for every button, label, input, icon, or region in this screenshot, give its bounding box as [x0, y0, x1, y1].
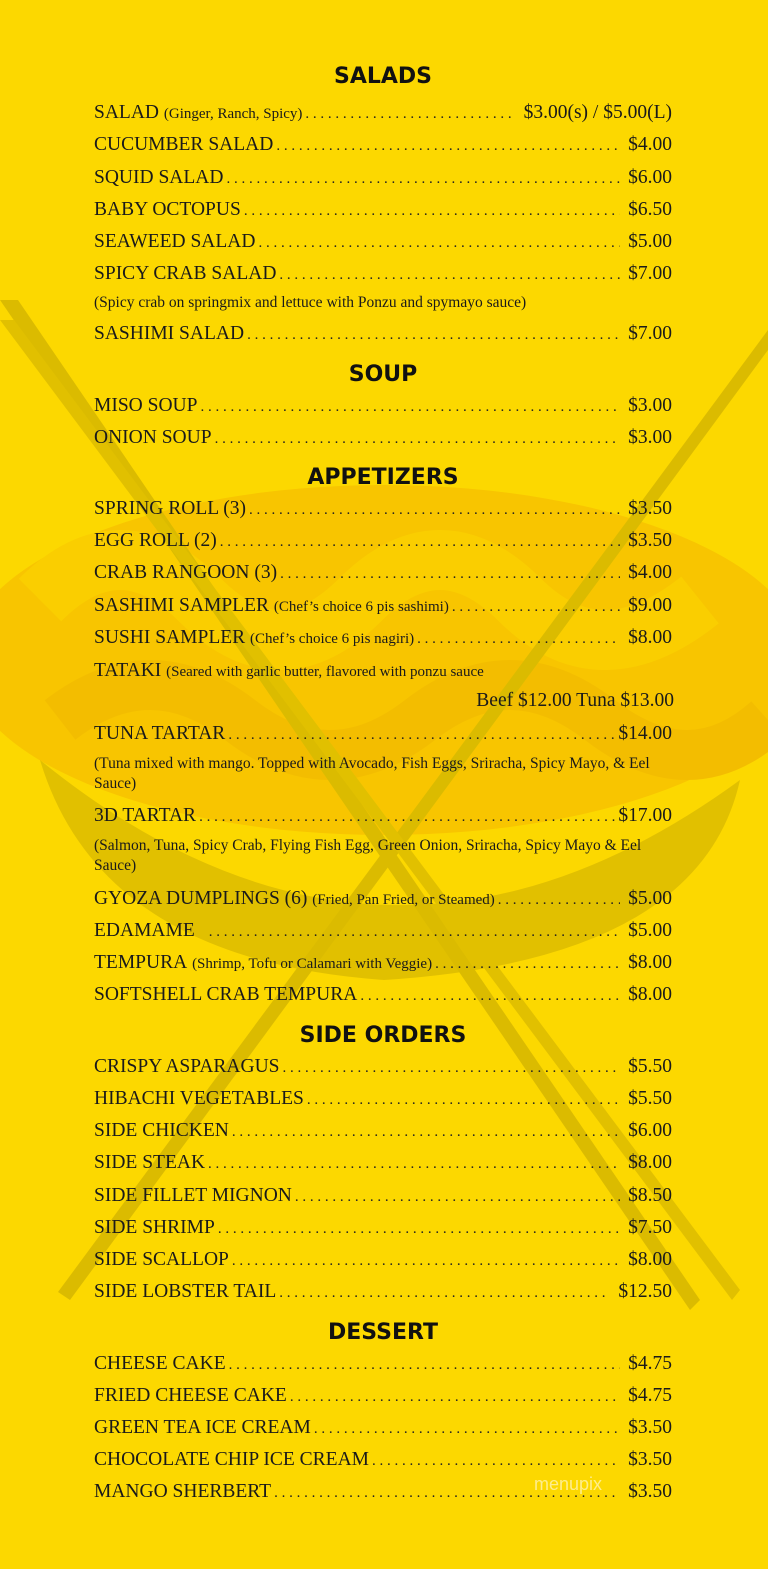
item-note-tuna-tartar: (Tuna mixed with mango. Topped with Avocado, Fish Eggs, Sriracha, Spicy Mayo, & Eel Sauce)	[94, 755, 650, 792]
menupix-watermark: menupix	[534, 1474, 603, 1494]
section-title-appetizers: APPETIZERS	[307, 465, 459, 490]
menu-item-side-lobster-tail: SIDE LOBSTER TAIL . . . $12.50	[94, 1280, 672, 1305]
menu-item-sashimi-sampler: SASHIMI SAMPLER (Chef’s choice 6 pis sashimi) . . . $9.00	[94, 594, 672, 619]
item-note-spicy-crab-salad: (Spicy crab on springmix and lettuce with Ponzu and spymayo sauce)	[94, 294, 527, 311]
menu-item-egg-roll: EGG ROLL (2) . . . $3.50	[94, 529, 672, 554]
tataki-prices: Beef $12.00 Tuna $13.00	[476, 690, 674, 711]
menu-item-tuna-tartar: TUNA TARTAR . . . $14.00	[94, 722, 672, 747]
section-title-salads: SALADS	[333, 64, 433, 89]
menu-item-mango-sherbert: MANGO SHERBERT . . . $3.50	[94, 1480, 672, 1505]
section-title-side-orders: SIDE ORDERS	[299, 1023, 467, 1048]
menu-item-squid-salad: SQUID SALAD . . . $6.00	[94, 166, 672, 191]
menu-item-hibachi-vegetables: HIBACHI VEGETABLES . . . $5.50	[94, 1087, 672, 1112]
menu-item-salad: SALAD (Ginger, Ranch, Spicy) . . . $3.00(s) / $5.00(L)	[94, 101, 672, 126]
menu-item-gyoza-dumplings: GYOZA DUMPLINGS (6) (Fried, Pan Fried, or Steamed) . . . $5.00	[94, 887, 672, 912]
menu-item-side-scallop: SIDE SCALLOP . . . $8.00	[94, 1248, 672, 1273]
item-note-3d-tartar: (Salmon, Tuna, Spicy Crab, Flying Fish Egg, Green Onion, Sriracha, Spicy Mayo & Eel Sauce)	[94, 837, 642, 874]
menu-item-softshell-crab-tempura: SOFTSHELL CRAB TEMPURA . . . $8.00	[94, 983, 672, 1008]
menu-item-side-steak: SIDE STEAK . . . $8.00	[94, 1151, 672, 1176]
menu-item-crispy-asparagus: CRISPY ASPARAGUS . . . $5.50	[94, 1055, 672, 1080]
menu-item-onion-soup: ONION SOUP . . . $3.00	[94, 426, 672, 451]
menu-item-tataki: TATAKI (Seared with garlic butter, flavored with ponzu sauce	[94, 660, 484, 681]
section-title-dessert: DESSERT	[328, 1320, 438, 1345]
menu-item-edamame: EDAMAME . . . $5.00	[94, 919, 672, 944]
menu-item-spring-roll: SPRING ROLL (3) . . . $3.50	[94, 497, 672, 522]
menu-item-crab-rangoon: CRAB RANGOON (3) . . . $4.00	[94, 561, 672, 586]
menu-item-chocolate-chip-ice-cream: CHOCOLATE CHIP ICE CREAM . . . $3.50	[94, 1448, 672, 1473]
menu-item-miso-soup: MISO SOUP . . . $3.00	[94, 394, 672, 419]
section-title-soup: SOUP	[348, 362, 418, 387]
menu-item-side-shrimp: SIDE SHRIMP . . . $7.50	[94, 1216, 672, 1241]
menu-item-3d-tartar: 3D TARTAR . . . $17.00	[94, 804, 672, 829]
menu-item-seaweed-salad: SEAWEED SALAD . . . $5.00	[94, 230, 672, 255]
menu-item-spicy-crab-salad: SPICY CRAB SALAD . . . $7.00	[94, 262, 672, 287]
menu-item-side-fillet-mignon: SIDE FILLET MIGNON . . . $8.50	[94, 1184, 672, 1209]
menu-item-sashimi-salad: SASHIMI SALAD . . . $7.00	[94, 322, 672, 347]
menu-item-cheese-cake: CHEESE CAKE . . . $4.75	[94, 1352, 672, 1377]
menu-item-side-chicken: SIDE CHICKEN . . . $6.00	[94, 1119, 672, 1144]
menu-item-fried-cheese-cake: FRIED CHEESE CAKE . . . $4.75	[94, 1384, 672, 1409]
menu-item-cucumber-salad: CUCUMBER SALAD . . . $4.00	[94, 133, 672, 158]
menu-item-baby-octopus: BABY OCTOPUS . . . $6.50	[94, 198, 672, 223]
menu-item-sushi-sampler: SUSHI SAMPLER (Chef’s choice 6 pis nagiri) . . . $8.00	[94, 626, 672, 651]
menu-item-tempura: TEMPURA (Shrimp, Tofu or Calamari with Veggie) . . . $8.00	[94, 951, 672, 976]
menu-item-green-tea-ice-cream: GREEN TEA ICE CREAM . . . $3.50	[94, 1416, 672, 1441]
